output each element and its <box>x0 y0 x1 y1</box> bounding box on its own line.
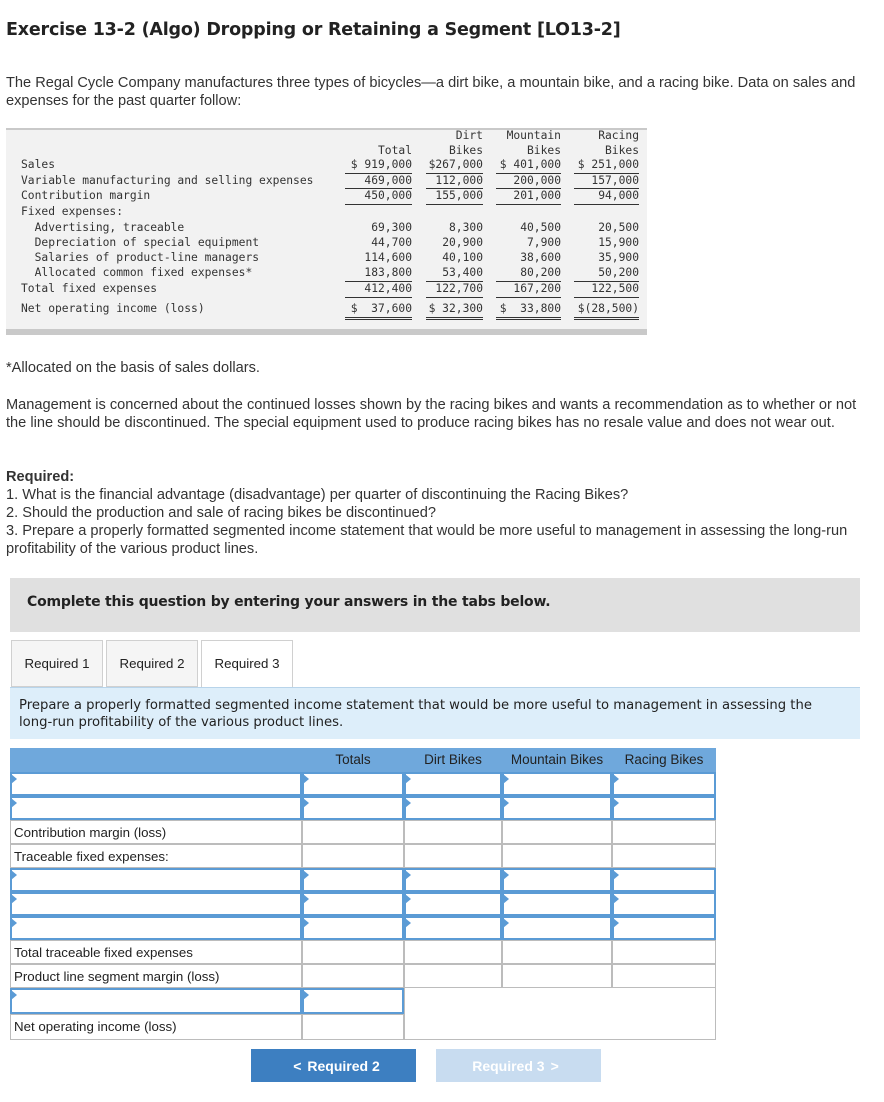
empty-cell <box>404 988 716 1014</box>
header-total: Total <box>377 144 412 157</box>
next-button-label: Required 3 <box>472 1058 545 1074</box>
cm-underline <box>574 204 639 205</box>
net-income-underline-1 <box>426 317 483 318</box>
header-racing-2: Bikes <box>604 144 639 157</box>
data-cell-dirt: 53,400 <box>442 266 483 279</box>
data-cell-racing: $ 251,000 <box>577 158 639 171</box>
net-income-underline-2 <box>345 319 412 320</box>
traceable-fixed-item-row-2-cell[interactable] <box>302 892 404 916</box>
total-traceable-row-label-cell <box>10 940 302 964</box>
col-header-totals: Totals <box>335 752 371 767</box>
total-fixed-underline <box>574 297 639 298</box>
total-fixed-underline <box>496 297 561 298</box>
col-header-mountain-bikes: Mountain Bikes <box>510 752 604 767</box>
sales-row-cell[interactable] <box>302 772 404 796</box>
data-cell-mountain: $ 33,800 <box>499 302 561 315</box>
traceable-fixed-row-cell <box>302 844 404 868</box>
header-mountain-2: Bikes <box>526 144 561 157</box>
instructions-text: Complete this question by entering your answers in the tabs below. <box>27 594 551 610</box>
sales-underline <box>426 173 483 174</box>
segment-margin-row-label: Product line segment margin (loss) <box>14 969 220 984</box>
sales-underline <box>496 173 561 174</box>
tab-required-2[interactable]: Required 2 <box>106 640 198 687</box>
col-header-racing-bikes: Racing Bikes <box>624 752 704 767</box>
variable-underline <box>574 188 639 189</box>
variable-underline <box>426 188 483 189</box>
data-row-label: Advertising, traceable <box>21 221 185 234</box>
sales-row-label-cell[interactable] <box>10 772 302 796</box>
sales-row-cell[interactable] <box>502 772 612 796</box>
variable-expenses-row-cell[interactable] <box>404 796 502 820</box>
data-cell-total: 44,700 <box>371 236 412 249</box>
total-fixed-underline <box>345 297 412 298</box>
traceable-fixed-item-row-3-cell[interactable] <box>612 916 716 940</box>
header-dirt-2: Bikes <box>448 144 483 157</box>
data-cell-racing: 157,000 <box>591 174 639 187</box>
allocated-underline <box>345 281 412 282</box>
traceable-fixed-item-row-1-cell[interactable] <box>302 868 404 892</box>
data-row-label: Depreciation of special equipment <box>21 236 260 249</box>
contribution-margin-row-cell[interactable] <box>502 820 612 844</box>
data-cell-mountain: 80,200 <box>520 266 561 279</box>
allocated-underline <box>574 281 639 282</box>
net-income-underline-2 <box>496 319 561 320</box>
prev-button-label: Required 2 <box>307 1058 380 1074</box>
required-item-3: 3. Prepare a properly formatted segmented income statement that would be more useful to management in assessing the long-run profitability of the various product lines. <box>6 523 848 557</box>
traceable-fixed-item-row-1-cell[interactable] <box>502 868 612 892</box>
segment-margin-row-cell[interactable] <box>502 964 612 988</box>
sales-underline <box>345 173 412 174</box>
contribution-margin-row-cell[interactable] <box>612 820 716 844</box>
header-racing-1: Racing <box>598 129 639 142</box>
header-dirt-1: Dirt <box>455 129 483 142</box>
traceable-fixed-item-row-3-cell[interactable] <box>302 916 404 940</box>
management-paragraph: Management is concerned about the continued losses shown by the racing bikes and wants a recommendation as to whether or not the line should be discontinued. The special equipment used to produce racing bikes has no resale value and does not wear out. <box>6 397 857 431</box>
segment-margin-row-label-cell <box>10 964 302 988</box>
net-operating-income-row-cell[interactable] <box>302 1014 404 1040</box>
sales-row-cell[interactable] <box>404 772 502 796</box>
variable-expenses-row-cell[interactable] <box>612 796 716 820</box>
data-cell-dirt: $267,000 <box>428 158 483 171</box>
net-income-underline-2 <box>574 319 639 320</box>
data-cell-total: 69,300 <box>371 221 412 234</box>
required-heading: Required: <box>6 469 75 485</box>
next-required-button <box>436 1049 601 1082</box>
net-income-underline-1 <box>345 317 412 318</box>
data-cell-dirt: $ 32,300 <box>428 302 483 315</box>
data-row-label: Variable manufacturing and selling expenses <box>21 174 314 187</box>
header-mountain-1: Mountain <box>506 129 561 142</box>
allocated-underline <box>496 281 561 282</box>
prompt-text: Prepare a properly formatted segmented income statement that would be more useful to management in assessing the long-run profitability of the various product lines. <box>19 698 812 730</box>
data-cell-total: 469,000 <box>364 174 412 187</box>
traceable-fixed-item-row-1-label-cell[interactable] <box>10 868 302 892</box>
required-item-1: 1. What is the financial advantage (disadvantage) per quarter of discontinuing the Racing Bikes? <box>6 487 629 503</box>
sales-underline <box>574 173 639 174</box>
data-cell-racing: 122,500 <box>591 282 639 295</box>
data-cell-mountain: 201,000 <box>513 189 561 202</box>
data-row-label: Total fixed expenses <box>21 282 158 295</box>
data-row-label: Allocated common fixed expenses* <box>21 266 253 279</box>
data-cell-mountain: 7,900 <box>526 236 561 249</box>
traceable-fixed-item-row-2-cell[interactable] <box>404 892 502 916</box>
total-traceable-row-cell[interactable] <box>404 940 502 964</box>
contribution-margin-row-label: Contribution margin (loss) <box>14 825 167 840</box>
net-income-underline-2 <box>426 319 483 320</box>
data-cell-racing: 20,500 <box>598 221 639 234</box>
empty-cell <box>404 1014 716 1040</box>
table-bottom-border <box>6 329 647 335</box>
chevron-right-icon: > <box>550 1058 559 1074</box>
traceable-fixed-row-label-cell <box>10 844 302 868</box>
common-fixed-row-label-cell[interactable] <box>10 988 302 1014</box>
total-traceable-row-cell[interactable] <box>612 940 716 964</box>
col-header-dirt-bikes: Dirt Bikes <box>424 752 482 767</box>
data-cell-mountain: 40,500 <box>520 221 561 234</box>
net-operating-income-row-label: Net operating income (loss) <box>14 1019 177 1034</box>
intro-text: The Regal Cycle Company manufactures three types of bicycles—a dirt bike, a mountain bike, and a racing bike. Data on sales and expenses for the past quarter follow: <box>6 75 856 109</box>
traceable-fixed-row-label: Traceable fixed expenses: <box>14 849 169 864</box>
data-cell-dirt: 8,300 <box>448 221 483 234</box>
net-income-underline-1 <box>496 317 561 318</box>
common-fixed-row-cell[interactable] <box>302 988 404 1014</box>
data-cell-racing: 94,000 <box>598 189 639 202</box>
data-cell-total: 114,600 <box>364 251 412 264</box>
total-traceable-row-label: Total traceable fixed expenses <box>14 945 193 960</box>
total-traceable-row-cell[interactable] <box>502 940 612 964</box>
data-cell-total: $ 919,000 <box>350 158 412 171</box>
traceable-fixed-row-cell <box>404 844 502 868</box>
traceable-fixed-item-row-1-cell[interactable] <box>612 868 716 892</box>
traceable-fixed-item-row-3-cell[interactable] <box>404 916 502 940</box>
data-cell-total: 412,400 <box>364 282 412 295</box>
data-row-label: Net operating income (loss) <box>21 302 205 315</box>
footnote: *Allocated on the basis of sales dollars. <box>6 360 260 376</box>
required-section <box>6 468 876 558</box>
variable-underline <box>496 188 561 189</box>
tab-prompt <box>10 687 860 739</box>
data-row-label: Contribution margin <box>21 189 151 202</box>
data-cell-total: 450,000 <box>364 189 412 202</box>
traceable-fixed-item-row-1-cell[interactable] <box>404 868 502 892</box>
data-row-label: Sales <box>21 158 56 171</box>
data-cell-dirt: 155,000 <box>435 189 483 202</box>
cm-underline <box>426 204 483 205</box>
data-cell-mountain: $ 401,000 <box>499 158 561 171</box>
data-cell-dirt: 122,700 <box>435 282 483 295</box>
total-fixed-underline <box>426 297 483 298</box>
data-cell-mountain: 38,600 <box>520 251 561 264</box>
data-cell-mountain: 200,000 <box>513 174 561 187</box>
required-item-2: 2. Should the production and sale of racing bikes be discontinued? <box>6 505 437 521</box>
data-cell-total: $ 37,600 <box>350 302 412 315</box>
contribution-margin-row-cell[interactable] <box>302 820 404 844</box>
traceable-fixed-row-cell <box>612 844 716 868</box>
data-cell-racing: 15,900 <box>598 236 639 249</box>
tab-required-3[interactable]: Required 3 <box>201 640 293 688</box>
data-cell-mountain: 167,200 <box>513 282 561 295</box>
traceable-fixed-item-row-2-cell[interactable] <box>612 892 716 916</box>
exercise-title: Exercise 13-2 (Algo) Dropping or Retaining a Segment [LO13-2] <box>6 20 621 40</box>
traceable-fixed-item-row-2-cell[interactable] <box>502 892 612 916</box>
net-operating-income-row-label-cell <box>10 1014 302 1040</box>
data-row-label: Salaries of product-line managers <box>21 251 260 264</box>
contribution-margin-row-label-cell <box>10 820 302 844</box>
contribution-margin-row-cell[interactable] <box>404 820 502 844</box>
instructions-bar <box>10 578 860 632</box>
cm-underline <box>345 204 412 205</box>
data-table <box>6 128 647 335</box>
total-traceable-row-cell[interactable] <box>302 940 404 964</box>
data-cell-dirt: 40,100 <box>442 251 483 264</box>
allocated-underline <box>426 281 483 282</box>
traceable-fixed-item-row-3-cell[interactable] <box>502 916 612 940</box>
net-income-underline-1 <box>574 317 639 318</box>
data-row-label: Fixed expenses: <box>21 205 124 218</box>
data-cell-total: 183,800 <box>364 266 412 279</box>
tab-required-1[interactable]: Required 1 <box>11 640 103 687</box>
cm-underline <box>496 204 561 205</box>
data-cell-racing: 35,900 <box>598 251 639 264</box>
variable-expenses-row-cell[interactable] <box>502 796 612 820</box>
data-cell-racing: 50,200 <box>598 266 639 279</box>
data-cell-dirt: 112,000 <box>435 174 483 187</box>
prev-required-button[interactable] <box>251 1049 416 1082</box>
answer-grid <box>10 748 716 1040</box>
traceable-fixed-item-row-3-label-cell[interactable] <box>10 916 302 940</box>
segment-margin-row-cell[interactable] <box>612 964 716 988</box>
traceable-fixed-row-cell <box>502 844 612 868</box>
traceable-fixed-item-row-2-label-cell[interactable] <box>10 892 302 916</box>
variable-expenses-row-label-cell[interactable] <box>10 796 302 820</box>
variable-underline <box>345 188 412 189</box>
chevron-left-icon: < <box>293 1058 302 1074</box>
variable-expenses-row-cell[interactable] <box>302 796 404 820</box>
data-cell-racing: $(28,500) <box>577 302 639 315</box>
sales-row-cell[interactable] <box>612 772 716 796</box>
segment-margin-row-cell[interactable] <box>302 964 404 988</box>
data-cell-dirt: 20,900 <box>442 236 483 249</box>
segment-margin-row-cell[interactable] <box>404 964 502 988</box>
